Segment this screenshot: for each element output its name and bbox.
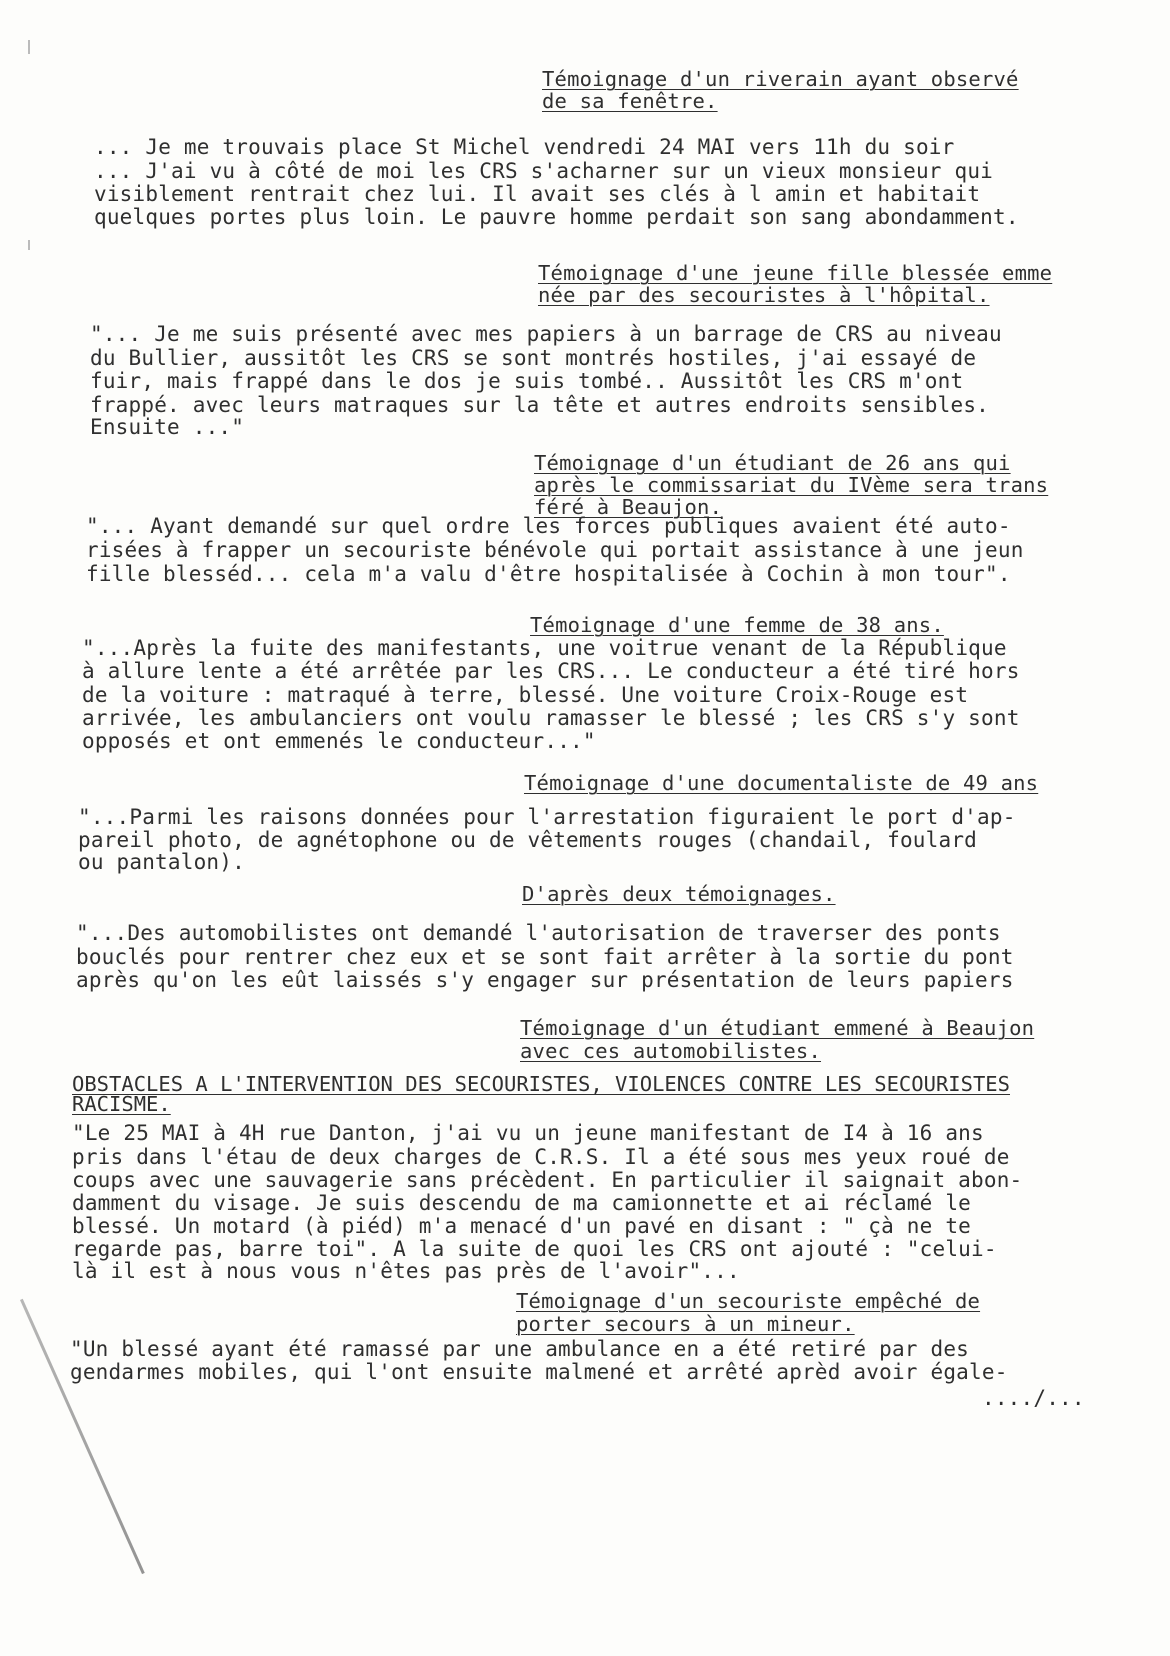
testimony-line: blessé. Un motard (à piéd) m'a menacé d'un pavé en disant : " çà ne te	[72, 1214, 972, 1238]
testimony-line: "...Après la fuite des manifestants, une voitrue venant de la République	[82, 636, 1007, 660]
testimony-heading: Témoignage d'une documentaliste de 49 ans	[524, 771, 1039, 795]
testimony-heading: de sa fenêtre.	[542, 89, 718, 113]
testimony-line: là il est à nous vous n'êtes pas près de l'avoir"...	[72, 1259, 740, 1283]
section-title: RACISME.	[72, 1092, 171, 1116]
testimony-line: "... Ayant demandé sur quel ordre les forces publiques avaient été auto-	[86, 514, 1011, 538]
testimony-line: gendarmes mobiles, qui l'ont ensuite malmené et arrêté aprèd avoir égale-	[70, 1360, 1008, 1384]
testimony-line: ou pantalon).	[78, 850, 245, 874]
testimony-line: risées à frapper un secouriste bénévole qui portait assistance à une jeun	[86, 538, 1024, 562]
testimony-heading: porter secours à un mineur.	[516, 1312, 855, 1336]
testimony-line: "Un blessé ayant été ramassé par une ambulance en a été retiré par des	[70, 1337, 970, 1361]
testimony-line: opposés et ont emmenés le conducteur..."	[82, 729, 596, 753]
testimony-line: bouclés pour rentrer chez eux et se sont fait arrêter à la sortie du pont	[76, 945, 1014, 969]
continuation-marker: ..../...	[982, 1386, 1085, 1410]
scan-mark	[28, 240, 30, 250]
section-title: OBSTACLES A L'INTERVENTION DES SECOURISTES, VIOLENCES CONTRE LES SECOURISTES	[72, 1072, 1010, 1096]
testimony-line: visiblement rentrait chez lui. Il avait ses clés à l amin et habitait	[94, 182, 981, 206]
testimony-heading: D'après deux témoignages.	[522, 882, 836, 906]
testimony-heading: Témoignage d'un étudiant de 26 ans qui	[534, 451, 1011, 475]
testimony-heading: avec ces automobilistes.	[520, 1039, 822, 1063]
testimony-heading: féré à Beaujon.	[534, 495, 723, 519]
testimony-heading: née par des secouristes à l'hôpital.	[538, 283, 990, 307]
testimony-heading: après le commissariat du IVème sera trans	[534, 473, 1049, 497]
testimony-line: damment du visage. Je suis descendu de ma camionnette et ai réclamé le	[72, 1191, 972, 1215]
testimony-line: pareil photo, de agnétophone ou de vêtements rouges (chandail, foulard	[78, 828, 978, 852]
testimony-line: "... Je me suis présenté avec mes papiers à un barrage de CRS au niveau	[90, 322, 1002, 346]
testimony-line: ... J'ai vu à côté de moi les CRS s'acharner sur un vieux monsieur qui	[94, 159, 994, 183]
testimony-line: pris dans l'étau de deux charges de C.R.S. Il a été sous mes yeux roué de	[72, 1145, 1010, 1169]
testimony-line: du Bullier, aussitôt les CRS se sont montrés hostiles, j'ai essayé de	[90, 346, 977, 370]
testimony-heading: Témoignage d'une femme de 38 ans.	[530, 613, 944, 637]
testimony-heading: Témoignage d'une jeune fille blessée emme	[538, 261, 1053, 285]
testimony-line: "...Des automobilistes ont demandé l'autorisation de traverser des ponts	[76, 921, 1001, 945]
testimony-line: Ensuite ..."	[90, 415, 245, 439]
testimony-line: fille blesséd... cela m'a valu d'être hospitalisée à Cochin à mon tour".	[86, 562, 1011, 586]
testimony-line: "...Parmi les raisons données pour l'arrestation figuraient le port d'ap-	[78, 805, 1016, 829]
testimony-line: fuir, mais frappé dans le dos je suis tombé.. Aussitôt les CRS m'ont	[90, 369, 964, 393]
testimony-line: regarde pas, barre toi". A la suite de quoi les CRS ont ajouté : "celui-	[72, 1237, 997, 1261]
testimony-heading: Témoignage d'un riverain ayant observé	[542, 67, 1019, 91]
testimony-heading: Témoignage d'un secouriste empêché de	[516, 1289, 981, 1313]
testimony-line: après qu'on les eût laissés s'y engager sur présentation de leurs papiers	[76, 968, 1014, 992]
testimony-heading: Témoignage d'un étudiant emmené à Beaujon	[520, 1016, 1035, 1040]
testimony-line: à allure lente a été arrêtée par les CRS... Le conducteur a été tiré hors	[82, 659, 1020, 683]
testimony-line: coups avec une sauvagerie sans précèdent. En particulier il saignait abon-	[72, 1168, 1023, 1192]
testimony-line: quelques portes plus loin. Le pauvre homme perdait son sang abondamment.	[94, 205, 1019, 229]
testimony-line: "Le 25 MAI à 4H rue Danton, j'ai vu un jeune manifestant de I4 à 16 ans	[72, 1121, 984, 1145]
testimony-line: ... Je me trouvais place St Michel vendredi 24 MAI vers 11h du soir	[94, 135, 955, 159]
testimony-line: frappé. avec leurs matraques sur la tête et autres endroits sensibles.	[90, 393, 990, 417]
testimony-line: arrivée, les ambulanciers ont voulu ramasser le blessé ; les CRS s'y sont	[82, 706, 1020, 730]
scan-mark	[28, 40, 30, 54]
testimony-line: de la voiture : matraqué à terre, blessé. Une voiture Croix-Rouge est	[82, 683, 969, 707]
